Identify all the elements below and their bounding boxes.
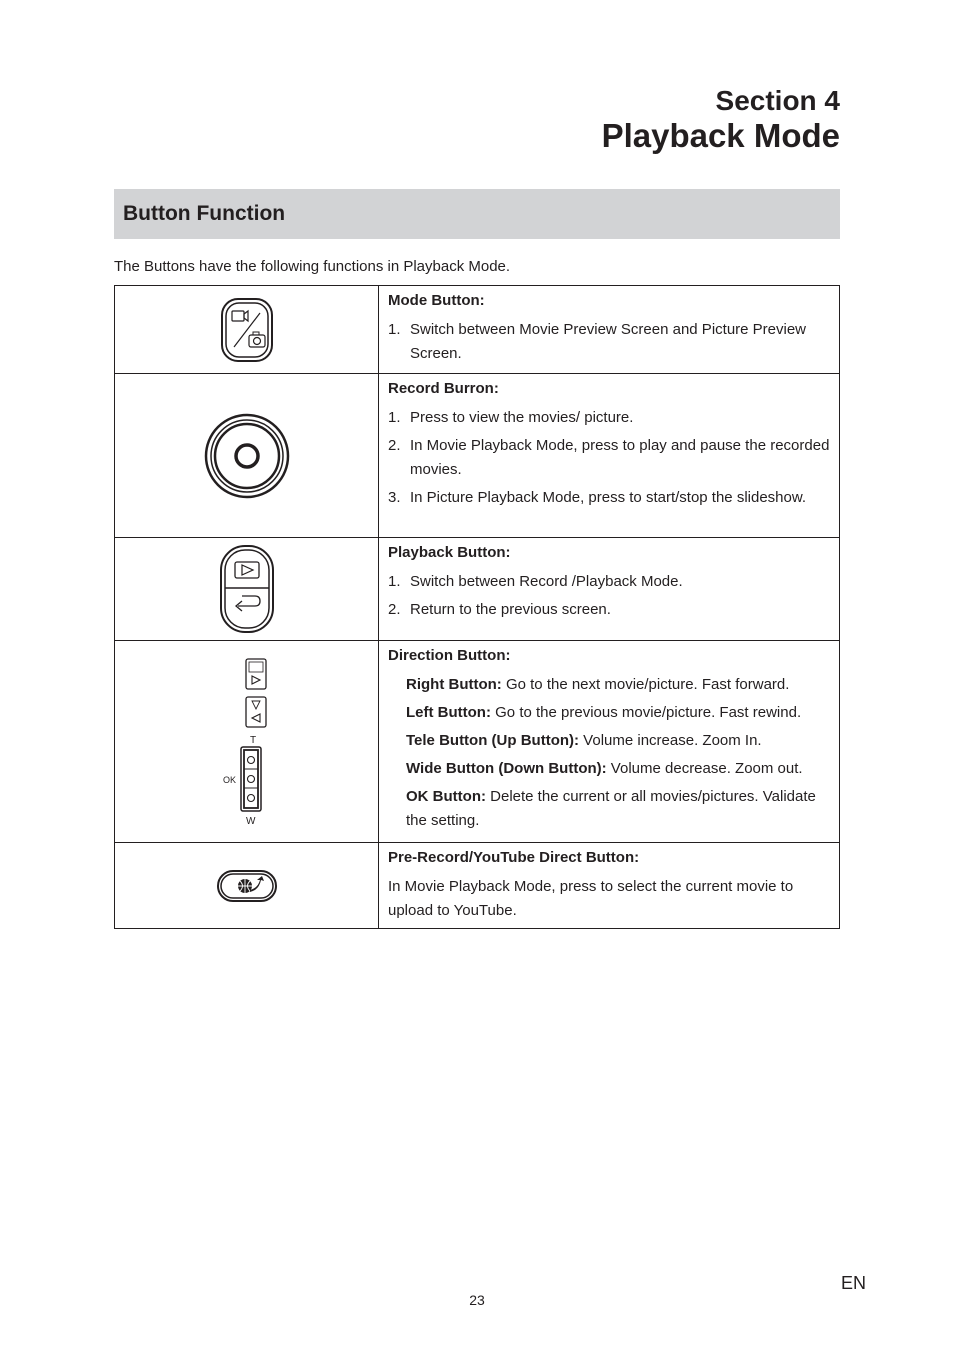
table-row xyxy=(115,538,840,641)
description-cell xyxy=(379,641,840,843)
section-number: Section 4 xyxy=(715,85,840,116)
icon-cell xyxy=(115,286,379,374)
direction-button-icon xyxy=(222,657,272,827)
list-item: 1. Switch between Record /Playback Mode. xyxy=(388,573,683,590)
button-function-table xyxy=(114,285,840,929)
icon-cell xyxy=(115,641,379,843)
language-label: EN xyxy=(841,1273,867,1293)
list-item: Tele Button (Up Button): Volume increase. Zoom In. xyxy=(406,732,762,749)
list-item: 1. Press to view the movies/ picture. xyxy=(388,409,634,426)
playback-button-icon xyxy=(218,544,276,634)
wide-label: W xyxy=(245,815,255,827)
list-item: 2. In Movie Playback Mode, press to play and pause the recorded movies. xyxy=(388,437,830,478)
row-heading: Pre-Record/YouTube Direct Button: xyxy=(388,849,640,866)
row-heading: Mode Button: xyxy=(388,292,485,309)
list-item: OK Button: Delete the current or all movies/pictures. Validate the setting. xyxy=(406,788,816,829)
row-heading: Record Burron: xyxy=(388,380,499,397)
description-cell xyxy=(379,843,840,929)
subsection-title: Button Function xyxy=(123,202,286,225)
row-heading: Playback Button: xyxy=(388,544,511,561)
table-row xyxy=(115,286,840,374)
tele-label: T xyxy=(249,734,256,746)
row-description: In Movie Playback Mode, press to select the current movie to upload to YouTube. xyxy=(388,878,794,919)
list-item: 3. In Picture Playback Mode, press to start/stop the slideshow. xyxy=(388,489,807,506)
subsection-band xyxy=(114,189,840,239)
table-row xyxy=(115,641,840,843)
description-cell xyxy=(379,374,840,538)
list-item: 2. Return to the previous screen. xyxy=(388,601,611,618)
youtube-button-icon xyxy=(216,868,278,904)
list-item: Left Button: Go to the previous movie/picture. Fast rewind. xyxy=(406,704,802,721)
icon-cell xyxy=(115,374,379,538)
page-title: Playback Mode xyxy=(601,116,840,154)
description-cell xyxy=(379,538,840,641)
icon-cell xyxy=(115,843,379,929)
row-heading: Direction Button: xyxy=(388,647,511,664)
table-row xyxy=(115,374,840,538)
mode-button-icon xyxy=(219,297,275,363)
ok-label: OK xyxy=(222,774,236,785)
list-item: 1. Switch between Movie Preview Screen and Picture Preview Screen. xyxy=(388,321,807,362)
list-item: Right Button: Go to the next movie/picture. Fast forward. xyxy=(406,676,790,693)
icon-cell xyxy=(115,538,379,641)
table-row xyxy=(115,843,840,929)
list-item: Wide Button (Down Button): Volume decrease. Zoom out. xyxy=(406,760,803,777)
section-heading xyxy=(602,84,840,155)
record-button-icon xyxy=(203,412,291,500)
intro-text: The Buttons have the following functions in Playback Mode. xyxy=(114,258,511,275)
description-cell xyxy=(379,286,840,374)
page-number: 23 xyxy=(469,1292,485,1308)
